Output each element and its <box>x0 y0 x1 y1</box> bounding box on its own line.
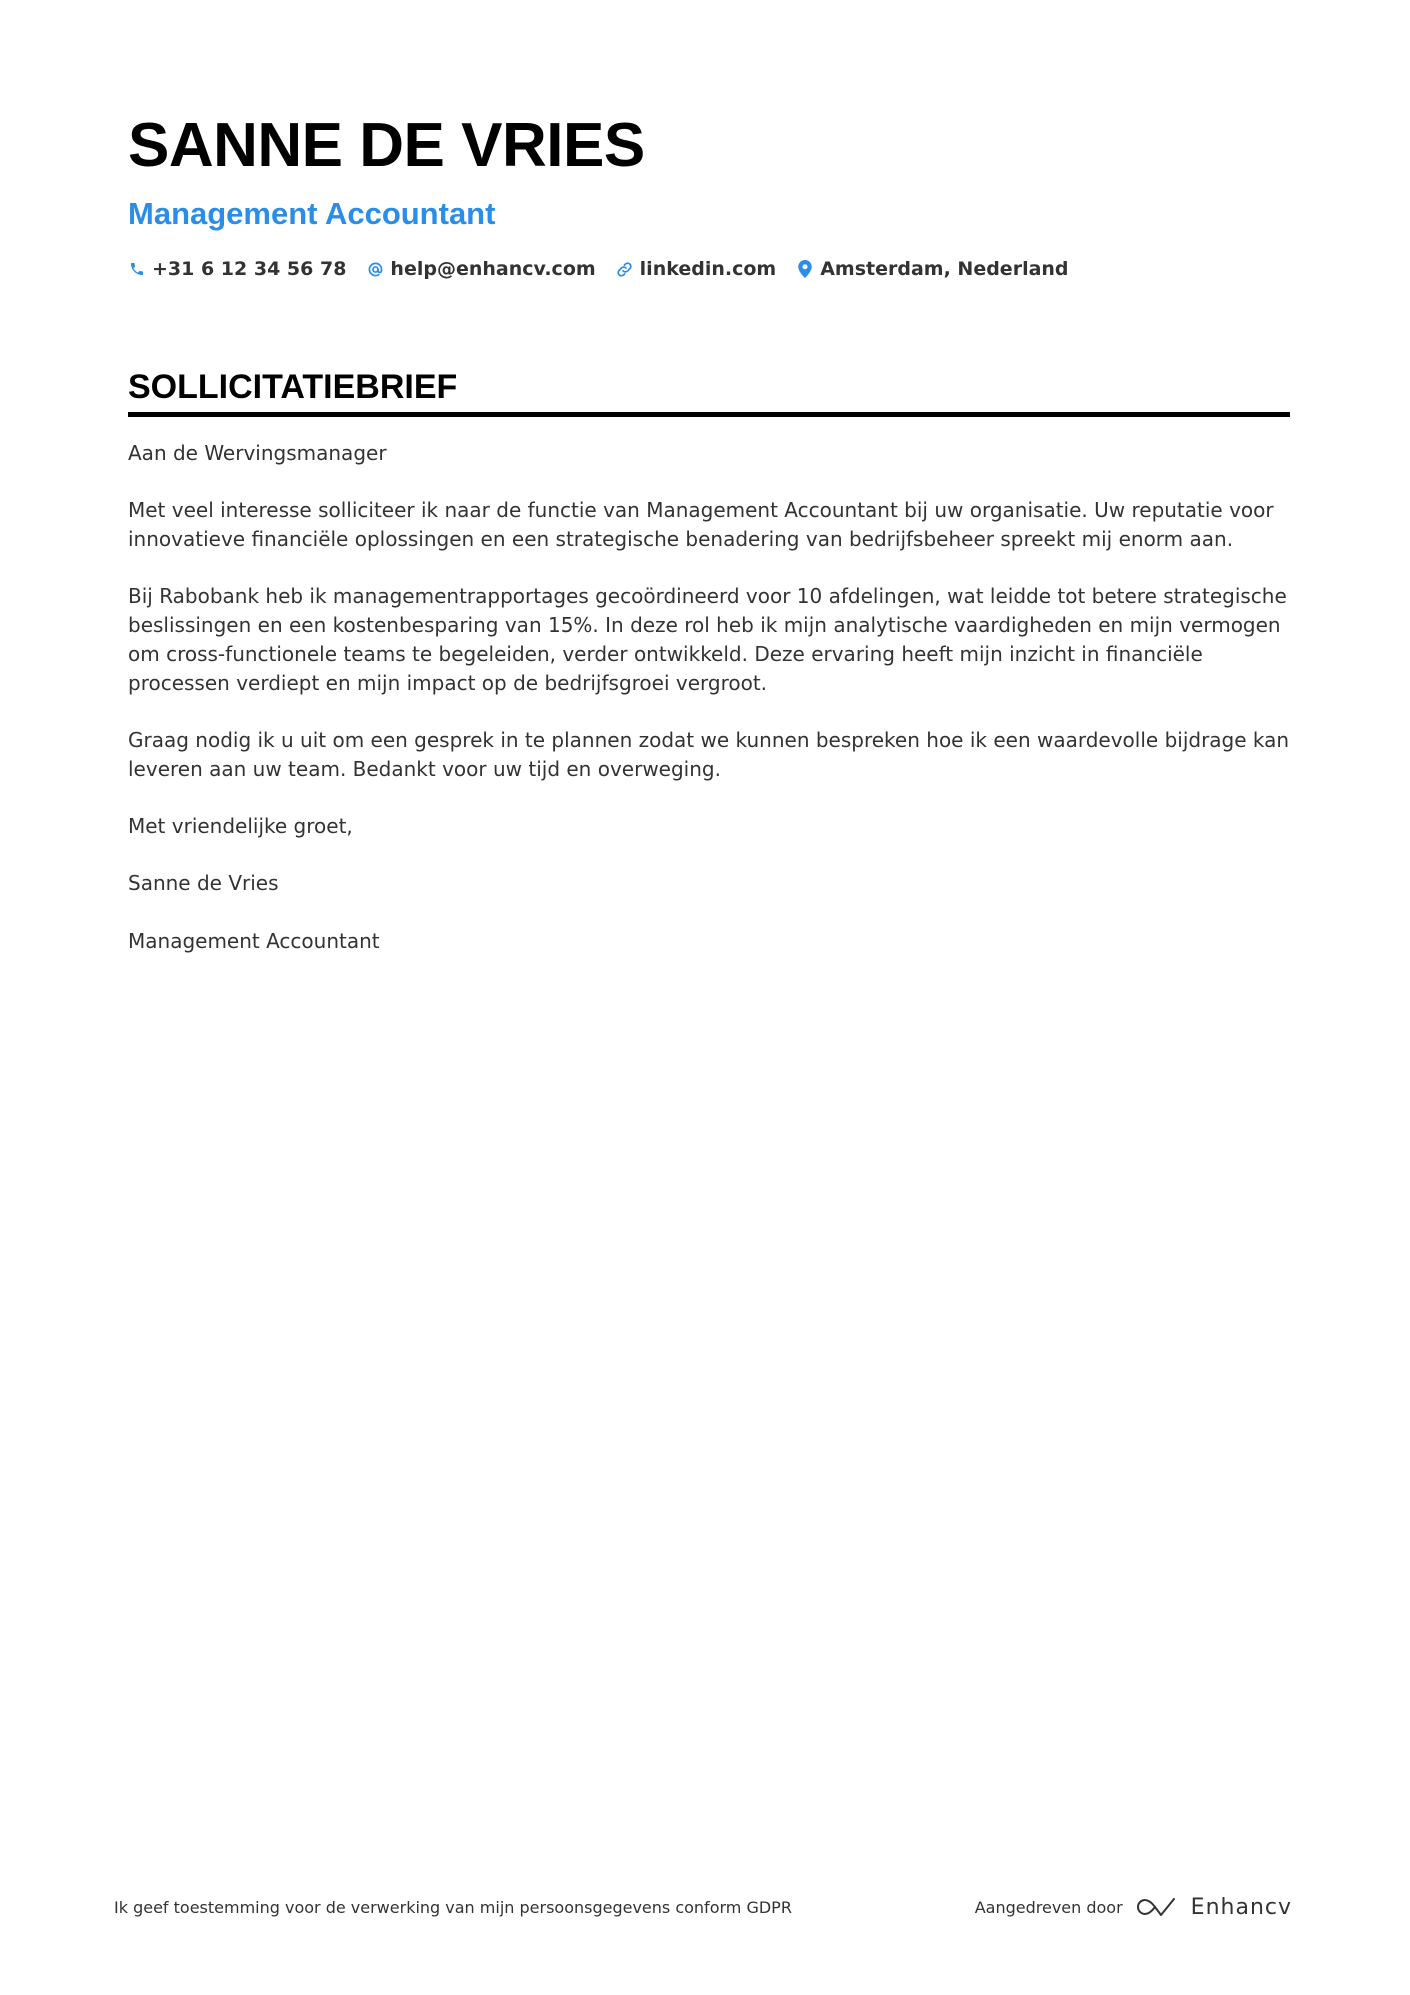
contact-bar <box>128 258 1288 280</box>
contact-phone-text: +31 6 12 34 56 78 <box>152 258 347 280</box>
enhancv-logo-icon <box>1135 1895 1181 1919</box>
contact-link-text[interactable]: linkedin.com <box>639 258 777 280</box>
header <box>128 108 1288 280</box>
letter-salutation: Aan de Wervingsmanager <box>128 441 387 465</box>
cover-letter-section <box>128 366 1290 984</box>
powered-by-label: Aangedreven door <box>974 1897 1123 1917</box>
brand-name: Enhancv <box>1190 1894 1292 1920</box>
footer <box>114 1892 1292 1922</box>
gdpr-consent: Ik geef toestemming voor de verwerking van mijn persoonsgegevens conform GDPR <box>114 1897 792 1917</box>
at-icon <box>366 259 384 279</box>
letter-signature-title: Management Accountant <box>128 928 380 953</box>
contact-email-text[interactable]: help@enhancv.com <box>390 258 596 280</box>
phone-icon <box>128 259 146 279</box>
link-icon <box>616 259 634 279</box>
candidate-name: SANNE DE VRIES <box>128 111 645 180</box>
location-pin-icon <box>796 259 814 279</box>
letter-signature-name: Sanne de Vries <box>128 871 279 896</box>
contact-location <box>796 258 1068 280</box>
letter-paragraph: Graag nodig ik u uit om een gesprek in te plannen zodat we kunnen bespreken hoe ik een waardevolle bijdrage kan leveren aan uw team. Bedankt voor uw tijd en overweging. <box>128 727 1290 781</box>
contact-email[interactable] <box>366 258 595 280</box>
candidate-role: Management Accountant <box>128 196 496 231</box>
powered-by[interactable] <box>975 1895 1292 1920</box>
letter-body <box>128 439 1290 956</box>
section-divider <box>128 412 1290 417</box>
contact-phone <box>128 258 346 280</box>
section-title: SOLLICITATIEBRIEF <box>128 368 458 406</box>
letter-closing: Met vriendelijke groet, <box>128 814 353 839</box>
contact-location-text: Amsterdam, Nederland <box>820 258 1069 280</box>
contact-link[interactable] <box>616 258 777 280</box>
letter-paragraph: Met veel interesse solliciteer ik naar de functie van Management Accountant bij uw organisatie. Uw reputatie voor innovatieve financiële oplossingen en een strategische benadering van bedrijfsbeheer spreekt mij enorm aan. <box>128 498 1274 552</box>
letter-paragraph: Bij Rabobank heb ik managementrapportages gecoördineerd voor 10 afdelingen, wat leidde tot betere strategische beslissingen en een kostenbesparing van 15%. In deze rol heb ik mijn analytische vaardigheden en mijn vermogen om cross-functionele teams te begeleiden, verder ontwikkeld. Deze ervaring heeft mijn inzicht in financiële processen verdiept en mijn impact op de bedrijfsgroei vergroot. <box>128 584 1287 695</box>
